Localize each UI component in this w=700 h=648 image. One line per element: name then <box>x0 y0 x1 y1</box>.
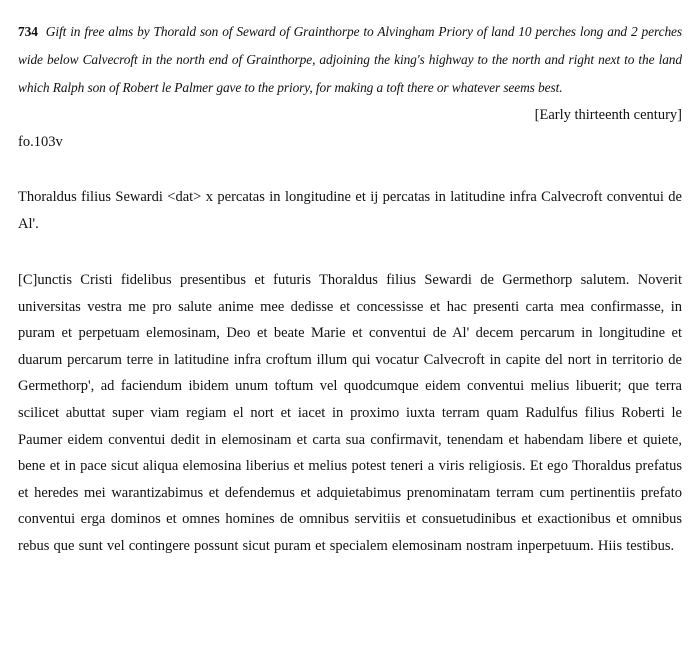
entry-summary <box>18 18 682 102</box>
entry-summary-text: Gift in free alms by Thorald son of Seward of Grainthorpe to Alvingham Priory of land 10 perches long and 2 perches wide below Calvecroft in the north end of Grainthorpe, adjoining the king's highway to the north and right next to the land which Ralph son of Robert le Palmer gave to the priory, for making a toft there or whatever seems best. <box>18 24 682 95</box>
document-page <box>18 18 682 560</box>
folio-reference: fo.103v <box>18 134 63 150</box>
entry-date: [Early thirteenth century] <box>534 107 682 123</box>
rubric: Thoraldus filius Sewardi <dat> x percatas in longitudine et ij percatas in latitudine infra Calvecroft conventui de Al'. <box>18 189 682 232</box>
entry-number: 734 <box>18 24 38 39</box>
charter-text: [C]unctis Cristi fidelibus presentibus et futuris Thoraldus filius Sewardi de Germethorp salutem. Noverit universitas vestra me pro salute anime mee dedisse et concessisse et hac presenti carta mea confirmasse, in puram et perpetuam elemosinam, Deo et beate Marie et conventui de Al' decem percarum in longitudine et duarum percarum terre in latitudine infra croftum illum qui vocatur Calvecroft in capite del nort in territorio de Germethorp', ad faciendum ibidem unum toftum vel quodcumque eidem conventui melius libuerit; que terra scilicet abuttat super viam regiam el nort et iacet in proximo iuxta terram quam Radulfus filius Roberti le Paumer eidem conventui dedit in elemosinam et carta sua confirmavit, tenendam et habendam libere et quiete, bene et in pace sicut aliqua elemosina liberius et melius potest teneri a viris religiosis. Et ego Thoraldus prefatus et heredes mei warantizabimus et defendemus et adquietabimus prenominatam terram cum pertinentiis prefato conventui erga dominos et omnes homines de omnibus servitiis et consuetudinibus et exactionibus et omnibus rebus que sunt vel contingere possunt sicut puram et specialem elemosinam nostram inperpetuum. Hiis testibus. <box>18 272 682 554</box>
